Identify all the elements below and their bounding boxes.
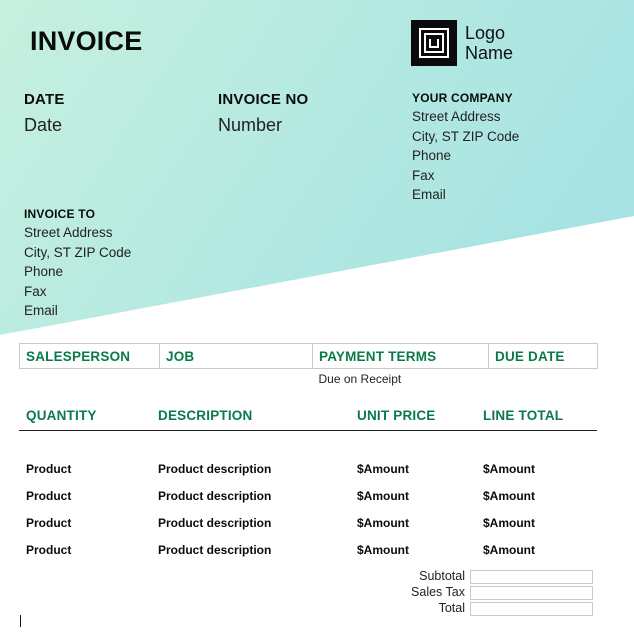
bill-to-street[interactable]: Street Address bbox=[24, 225, 113, 240]
item-description[interactable]: Product description bbox=[158, 543, 272, 557]
company-fax[interactable]: Fax bbox=[412, 167, 435, 183]
bill-to-email[interactable]: Email bbox=[24, 303, 58, 318]
item-quantity[interactable]: Product bbox=[26, 516, 72, 530]
subtotal-row bbox=[360, 568, 598, 584]
logo-line-2: Name bbox=[465, 43, 514, 63]
item-row bbox=[19, 462, 597, 489]
description-header: DESCRIPTION bbox=[158, 408, 253, 423]
line-total-header: LINE TOTAL bbox=[483, 408, 564, 423]
logo-line-1: Logo bbox=[465, 23, 506, 43]
company-email[interactable]: Email bbox=[412, 187, 446, 202]
due-date-header: DUE DATE bbox=[489, 344, 598, 369]
company-city[interactable]: City, ST ZIP Code bbox=[412, 128, 520, 144]
invoice-title: INVOICE bbox=[30, 26, 143, 56]
item-row bbox=[19, 516, 597, 543]
items-table bbox=[19, 462, 597, 570]
company-logo bbox=[411, 20, 551, 70]
invoice-number-value[interactable]: Number bbox=[218, 115, 283, 135]
bill-to-city[interactable]: City, ST ZIP Code bbox=[24, 244, 132, 260]
item-description[interactable]: Product description bbox=[158, 489, 272, 503]
sales-header-row bbox=[20, 344, 598, 369]
date-value[interactable]: Date bbox=[24, 115, 63, 135]
payment-terms-cell[interactable]: Due on Receipt bbox=[318, 372, 402, 386]
item-quantity[interactable]: Product bbox=[26, 543, 72, 557]
invoice-number-label: INVOICE NO bbox=[218, 91, 309, 108]
totals-section bbox=[360, 568, 598, 616]
due-date-cell[interactable] bbox=[489, 369, 598, 390]
sales-info-table bbox=[19, 343, 598, 389]
item-line-total[interactable]: $Amount bbox=[483, 489, 535, 503]
item-unit-price[interactable]: $Amount bbox=[357, 462, 409, 476]
item-line-total[interactable]: $Amount bbox=[483, 516, 535, 530]
total-row bbox=[360, 600, 598, 616]
bill-to-label: INVOICE TO bbox=[24, 207, 96, 221]
bill-to-fax[interactable]: Fax bbox=[24, 283, 47, 299]
company-label: YOUR COMPANY bbox=[412, 91, 513, 105]
logo-icon bbox=[411, 20, 457, 66]
invoice-number-block bbox=[218, 91, 308, 136]
item-description[interactable]: Product description bbox=[158, 516, 272, 530]
sales-tax-label: Sales Tax bbox=[411, 585, 465, 599]
payment-terms-header: PAYMENT TERMS bbox=[313, 344, 489, 369]
text-cursor bbox=[20, 615, 21, 627]
sales-tax-field[interactable] bbox=[470, 586, 593, 600]
subtotal-label: Subtotal bbox=[419, 569, 465, 583]
sales-row bbox=[20, 369, 598, 390]
items-header-row bbox=[19, 408, 597, 431]
item-row bbox=[19, 543, 597, 570]
company-phone[interactable]: Phone bbox=[412, 148, 452, 163]
item-unit-price[interactable]: $Amount bbox=[357, 489, 409, 503]
logo-text bbox=[465, 23, 513, 70]
company-street[interactable]: Street Address bbox=[412, 109, 501, 124]
total-field[interactable] bbox=[470, 602, 593, 616]
item-description[interactable]: Product description bbox=[158, 462, 272, 476]
job-cell[interactable] bbox=[160, 369, 313, 390]
salesperson-cell[interactable] bbox=[20, 369, 160, 390]
sales-tax-row bbox=[360, 584, 598, 600]
item-quantity[interactable]: Product bbox=[26, 462, 72, 476]
job-header: JOB bbox=[160, 344, 313, 369]
subtotal-field[interactable] bbox=[470, 570, 593, 584]
item-line-total[interactable]: $Amount bbox=[483, 462, 535, 476]
item-unit-price[interactable]: $Amount bbox=[357, 516, 409, 530]
total-label: Total bbox=[438, 601, 465, 615]
bill-to-phone[interactable]: Phone bbox=[24, 264, 64, 279]
quantity-header: QUANTITY bbox=[26, 408, 97, 423]
item-quantity[interactable]: Product bbox=[26, 489, 72, 503]
salesperson-header: SALESPERSON bbox=[20, 344, 160, 369]
date-block bbox=[24, 91, 65, 136]
bill-to bbox=[24, 206, 131, 321]
unit-price-header: UNIT PRICE bbox=[357, 408, 436, 423]
item-line-total[interactable]: $Amount bbox=[483, 543, 535, 557]
company-info bbox=[412, 90, 519, 205]
item-unit-price[interactable]: $Amount bbox=[357, 543, 409, 557]
item-row bbox=[19, 489, 597, 516]
date-label: DATE bbox=[24, 91, 65, 108]
